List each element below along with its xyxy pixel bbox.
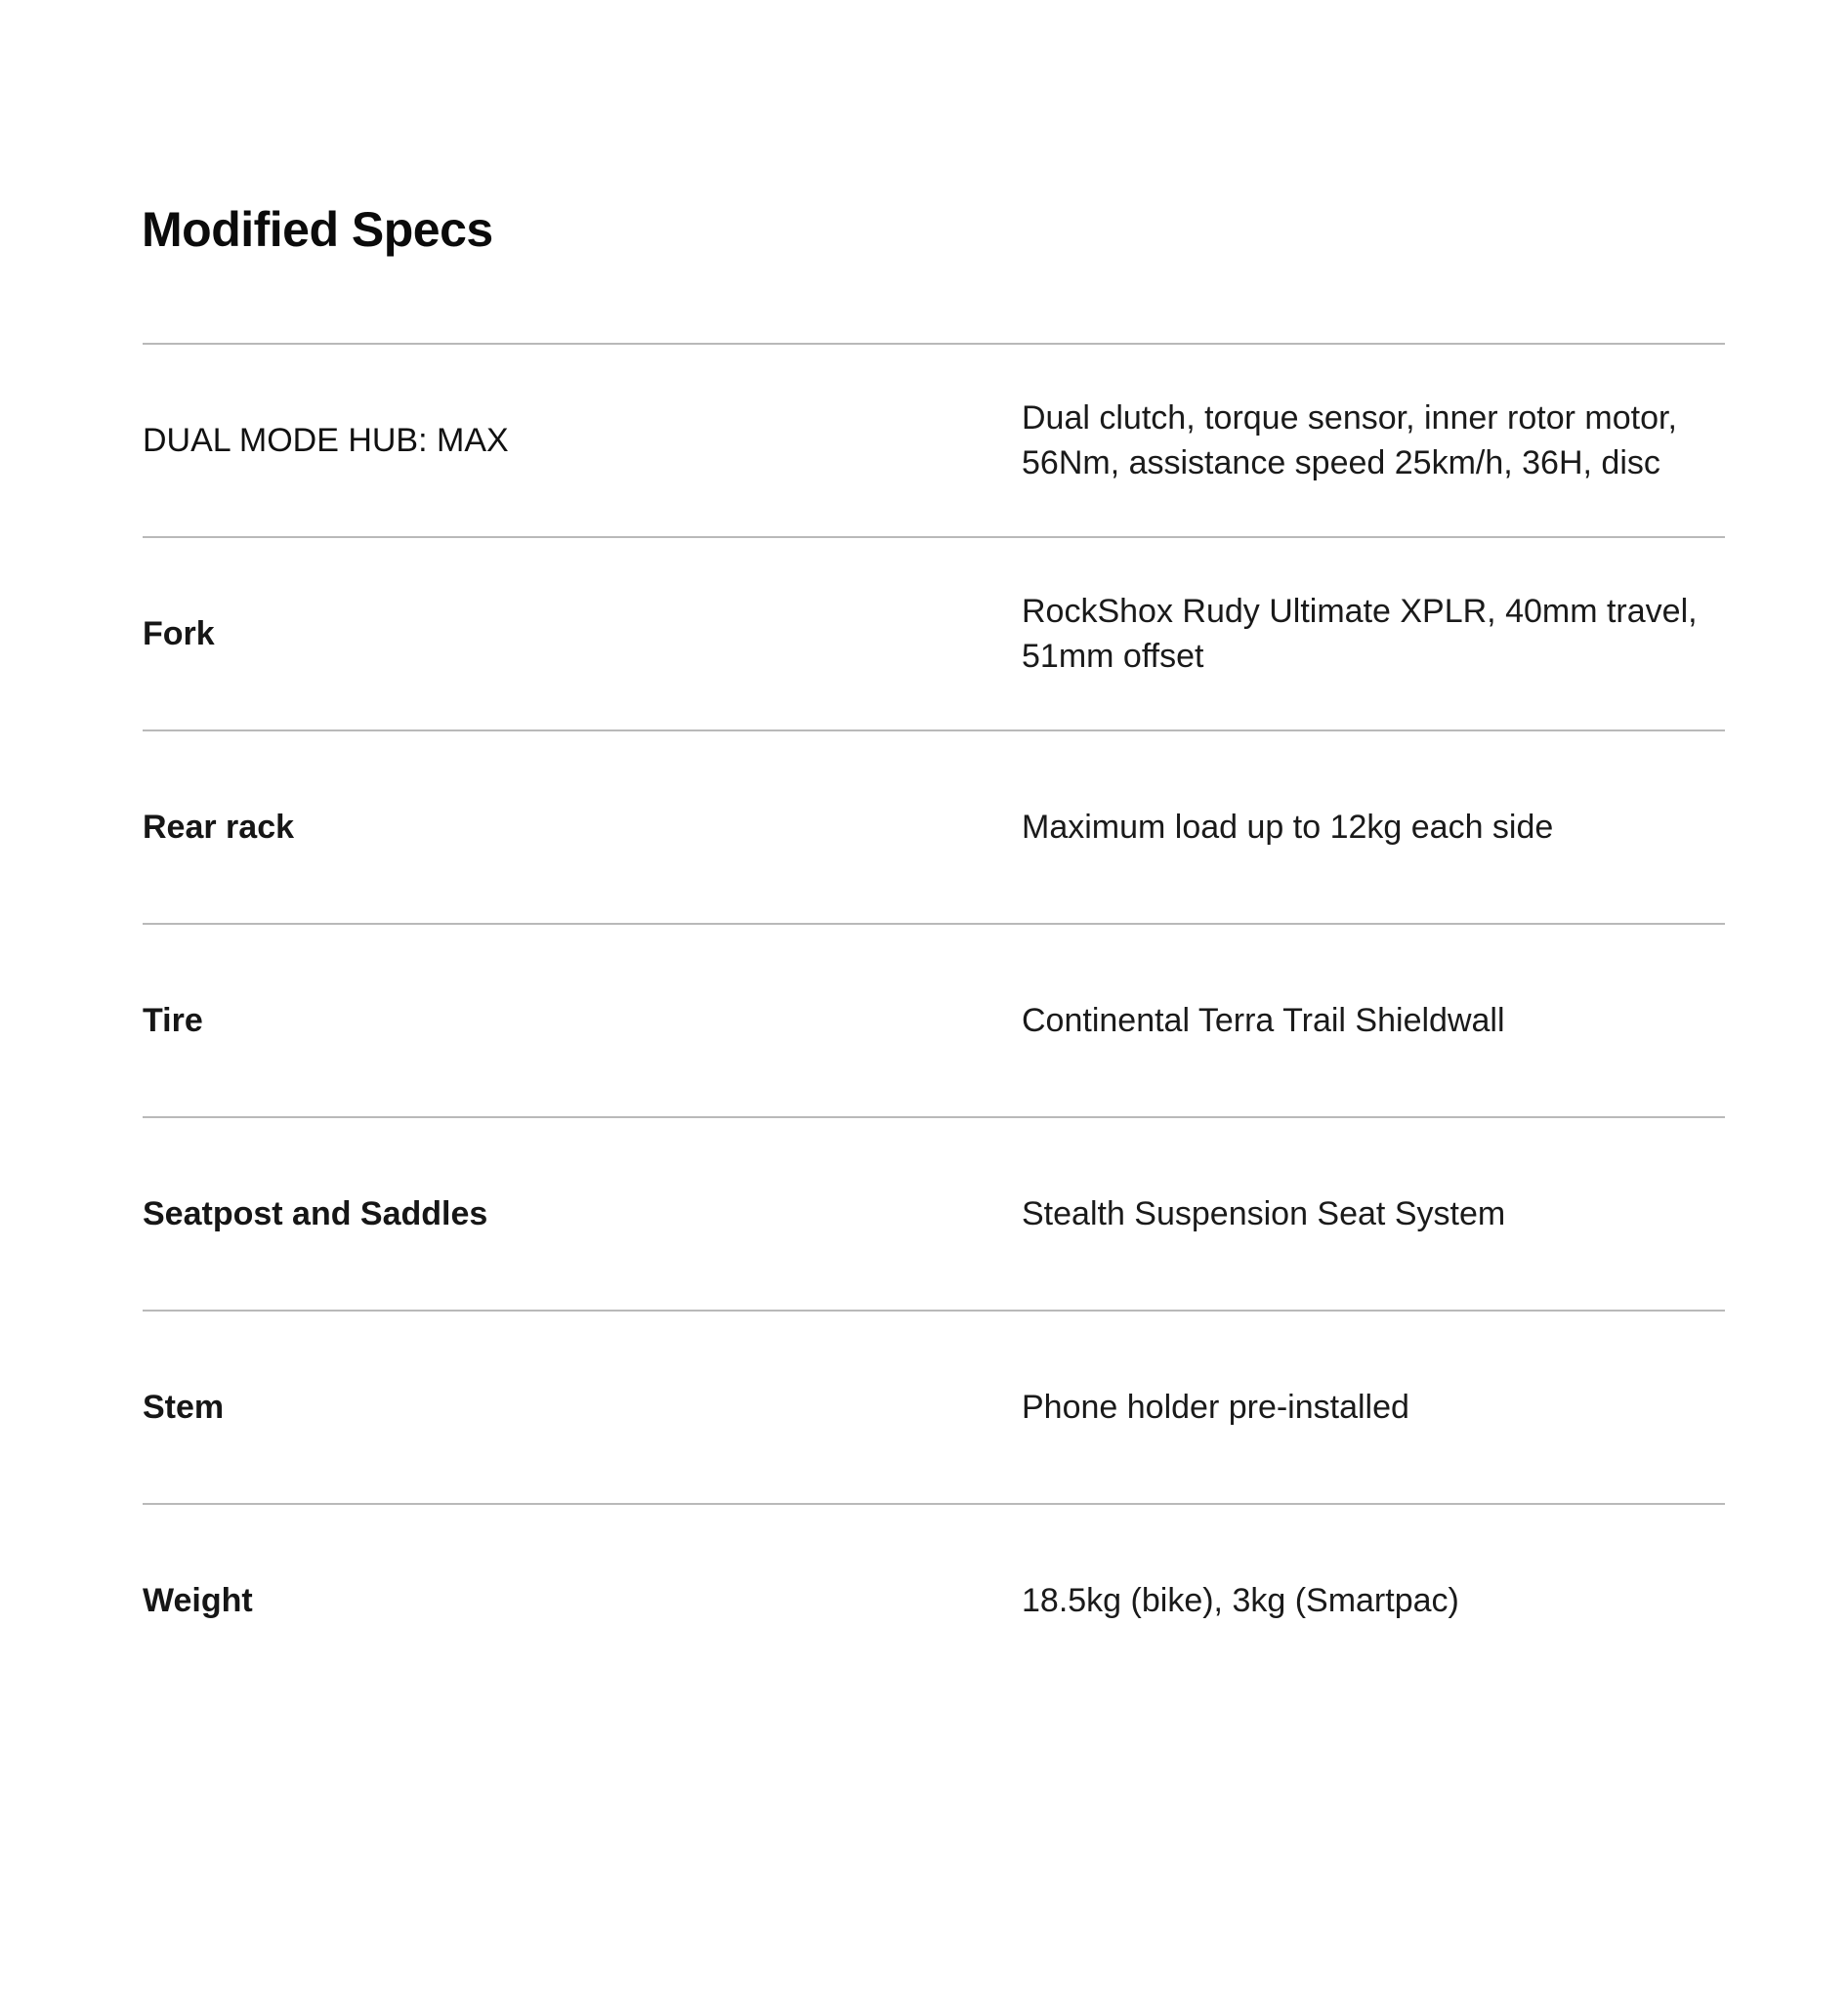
spec-row-weight [143,1504,1725,1697]
spec-label: Seatpost and Saddles [143,1194,488,1232]
spec-label: Fork [143,614,215,652]
spec-row-stem [143,1311,1725,1504]
spec-row-rear-rack [143,730,1725,924]
spec-row-fork [143,537,1725,730]
spec-value: Phone holder pre-installed [1022,1389,1409,1426]
spec-label: Stem [143,1388,225,1426]
spec-row-hub [143,344,1725,537]
page-title: Modified Specs [142,202,493,257]
spec-row-seatpost [143,1117,1725,1311]
spec-value: Continental Terra Trail Shieldwall [1022,1002,1505,1039]
spec-value: Dual clutch, torque sensor, inner rotor motor, 56Nm, assistance speed 25km/h, 36H, disc [1022,399,1677,481]
spec-label: Weight [143,1581,253,1619]
spec-value: 18.5kg (bike), 3kg (Smartpac) [1022,1582,1459,1619]
spec-row-tire [143,924,1725,1117]
spec-value: Stealth Suspension Seat System [1022,1195,1506,1232]
spec-label: Tire [143,1001,203,1039]
spec-value: RockShox Rudy Ultimate XPLR, 40mm travel, 51mm offset [1022,593,1698,675]
spec-value: Maximum load up to 12kg each side [1022,809,1554,846]
spec-label: DUAL MODE HUB: MAX [143,421,509,459]
spec-label: Rear rack [143,808,295,846]
